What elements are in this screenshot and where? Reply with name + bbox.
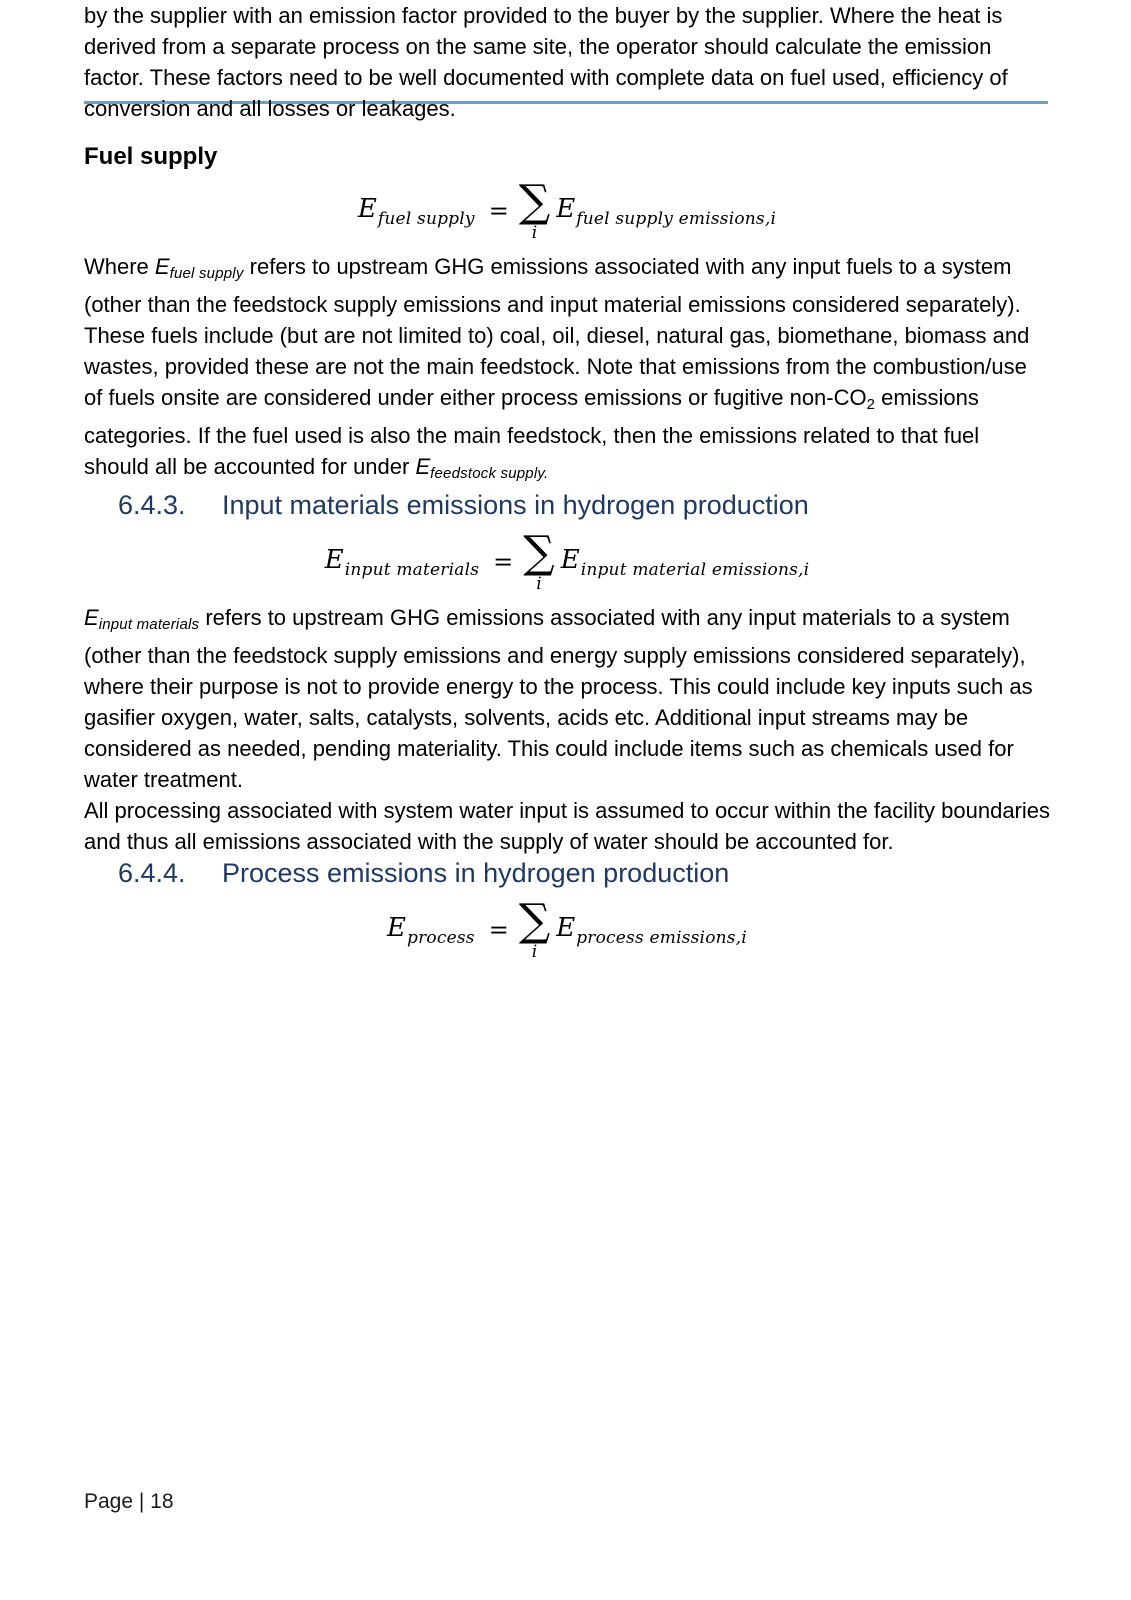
summation-index: i [531, 942, 538, 962]
formula-lhs [325, 545, 479, 580]
text-segment: refers to upstream GHG emissions associated with any input materials to a system (other than the feedstock supply emissions and energy supply emissions considered separately), where their purpose is not to provide energy to the process. This could include key inputs such as gasifier oxygen, water, salts, catalysts, solvents, acids etc. Additional input streams may be considered as needed, pending materiality. This could include items such as chemicals used for water treatment. [84, 605, 1033, 792]
formula-rhs-subscript: input material emissions,i [580, 559, 810, 580]
summation-group [518, 895, 551, 962]
variable-subscript: fuel supply [169, 265, 244, 282]
summation-symbol: ∑ [518, 895, 551, 946]
formula-lhs-base: E [387, 912, 407, 943]
formula-lhs-subscript: fuel supply [377, 208, 475, 229]
formula-rhs-base: E [556, 193, 576, 224]
formula-input-materials [84, 522, 1050, 602]
heading-fuel-supply: Fuel supply [84, 143, 218, 170]
paragraph-input-materials-definition [84, 602, 1050, 795]
section-number: 6.4.3. [118, 490, 186, 520]
text-segment: Where [84, 254, 155, 279]
formula-lhs [387, 913, 475, 948]
section-title: Input materials emissions in hydrogen production [222, 490, 809, 520]
formula-lhs-base: E [357, 193, 377, 224]
variable-subscript: input materials [98, 616, 200, 633]
formula-rhs-base: E [560, 544, 580, 575]
variable-e-input-materials: E [84, 605, 99, 630]
formula-rhs-subscript: process emissions,i [576, 927, 747, 948]
page-content [84, 0, 1050, 970]
formula-fuel-supply [84, 171, 1050, 251]
summation-index: i [531, 223, 538, 243]
formula-lhs-subscript: input materials [344, 559, 480, 580]
paragraph-heat-supplier: by the supplier with an emission factor provided to the buyer by the supplier. Where the heat is derived from a separate process on the same site, the operator should calculate the emission factor. These factors need to be well documented with complete data on fuel used, efficiency of conversion and all losses or leakages. [84, 3, 1008, 121]
paragraph-fuel-supply-definition [84, 251, 1050, 489]
summation-symbol: ∑ [523, 527, 555, 578]
formula-rhs [561, 545, 810, 580]
formula-rhs [556, 913, 747, 948]
equals-sign: = [488, 916, 509, 944]
formula-rhs-subscript: fuel supply emissions,i [576, 208, 777, 229]
summation-symbol: ∑ [518, 176, 551, 227]
section-number: 6.4.4. [118, 858, 186, 888]
co2-subscript: 2 [866, 396, 875, 413]
variable-e-feedstock-supply: E [415, 454, 431, 479]
formula-process-emissions [84, 890, 1050, 970]
summation-group [523, 527, 555, 594]
page-footer: Page | 18 [84, 1490, 174, 1513]
text-segment: emissions categories. If the fuel used is also the main feedstock, then the emissions related to that fuel should all be accounted for under [84, 385, 980, 479]
heading-section-6-4-3 [84, 489, 1050, 522]
text-segment: refers to upstream GHG emissions associated with any input fuels to a system (other than the feedstock supply emissions and input material emissions considered separately). These fuels include (but are not limited to) coal, oil, diesel, natural gas, biomethane, biomass and wastes, provided these are not the main feedstock. Note that emissions from the combustion/use of fuels onsite are considered under either process emissions or fugitive non-CO [84, 254, 1030, 410]
section-title: Process emissions in hydrogen production [222, 858, 730, 888]
variable-e-fuel-supply: E [154, 254, 170, 279]
paragraph-water-processing: All processing associated with system water input is assumed to occur within the facility boundaries and thus all emissions associated with the supply of water should be accounted for. [84, 798, 1051, 854]
variable-subscript: feedstock supply. [430, 465, 549, 482]
formula-rhs-base: E [556, 912, 576, 943]
summation-group [518, 176, 551, 243]
formula-lhs-base: E [324, 544, 344, 575]
equals-sign: = [488, 197, 509, 225]
formula-lhs [358, 194, 475, 229]
formula-rhs [556, 194, 776, 229]
heading-section-6-4-4 [84, 857, 1050, 890]
formula-lhs-subscript: process [407, 927, 475, 948]
summation-index: i [536, 574, 542, 594]
equals-sign: = [493, 548, 514, 576]
